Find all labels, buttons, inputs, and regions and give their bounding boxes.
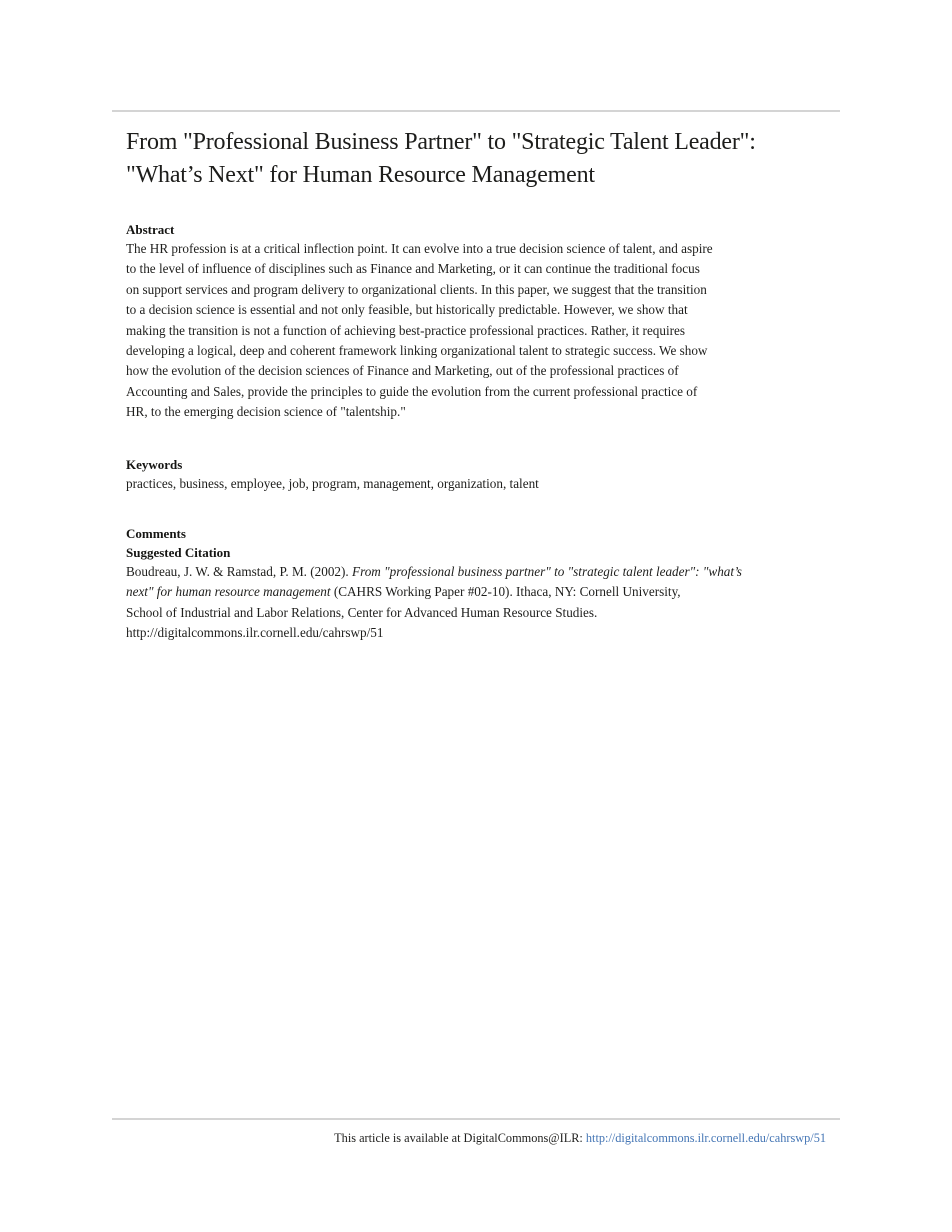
page-footer bbox=[112, 1118, 840, 1147]
keywords-heading: Keywords bbox=[126, 456, 183, 472]
article-cover-page bbox=[112, 0, 840, 644]
citation-title-italic: From "professional business partner" to "strategic talent leader": "what’s bbox=[352, 564, 742, 580]
availability-note bbox=[112, 1120, 840, 1147]
availability-link[interactable]: http://digitalcommons.ilr.cornell.edu/cahrswp/51 bbox=[585, 1131, 826, 1145]
abstract-line: HR, to the emerging decision science of "talentship." bbox=[126, 404, 406, 420]
comments-section bbox=[126, 524, 826, 644]
article-title: From "Professional Business Partner" to "Strategic Talent Leader": "What’s Next" for Human Resource Management bbox=[126, 129, 756, 188]
citation-text-roman: (CAHRS Working Paper #02-10). Ithaca, NY: Cornell University, bbox=[330, 584, 681, 600]
citation-line: School of Industrial and Labor Relations, Center for Advanced Human Resource Studies. bbox=[126, 604, 598, 620]
citation-text-roman: Boudreau, J. W. & Ramstad, P. M. (2002). bbox=[126, 564, 353, 580]
abstract-line: making the transition is not a function of achieving best-practice professional practices. Rather, it requires bbox=[126, 322, 686, 338]
citation-title-italic: next" for human resource management bbox=[126, 584, 331, 600]
citation-url: http://digitalcommons.ilr.cornell.edu/cahrswp/51 bbox=[126, 625, 384, 641]
keywords-section bbox=[126, 455, 826, 494]
abstract-section bbox=[126, 220, 826, 423]
abstract-line: developing a logical, deep and coherent framework linking organizational talent to strategic success. We show bbox=[126, 343, 708, 359]
abstract-line: how the evolution of the decision sciences of Finance and Marketing, out of the professional practices of bbox=[126, 363, 679, 379]
abstract-line: to a decision science is essential and not only feasible, but historically predictable. However, we show that bbox=[126, 302, 688, 318]
abstract-line: to the level of influence of disciplines such as Finance and Marketing, or it can continue the traditional focus bbox=[126, 261, 700, 277]
keywords-text: practices, business, employee, job, program, management, organization, talent bbox=[126, 475, 539, 491]
citation-line bbox=[126, 562, 826, 582]
suggested-citation-heading: Suggested Citation bbox=[126, 545, 231, 561]
citation-line bbox=[126, 582, 826, 602]
abstract-heading: Abstract bbox=[126, 222, 175, 237]
abstract-line: The HR profession is at a critical inflection point. It can evolve into a true decision science of talent, and aspire bbox=[126, 241, 713, 256]
top-divider bbox=[112, 110, 840, 112]
abstract-line: on support services and program delivery to organizational clients. In this paper, we suggest that the transition bbox=[126, 281, 707, 297]
comments-heading: Comments bbox=[126, 526, 186, 542]
abstract-line: Accounting and Sales, provide the principles to guide the evolution from the current professional practice of bbox=[126, 383, 698, 399]
availability-label: This article is available at DigitalCommons@ILR: bbox=[334, 1131, 586, 1145]
